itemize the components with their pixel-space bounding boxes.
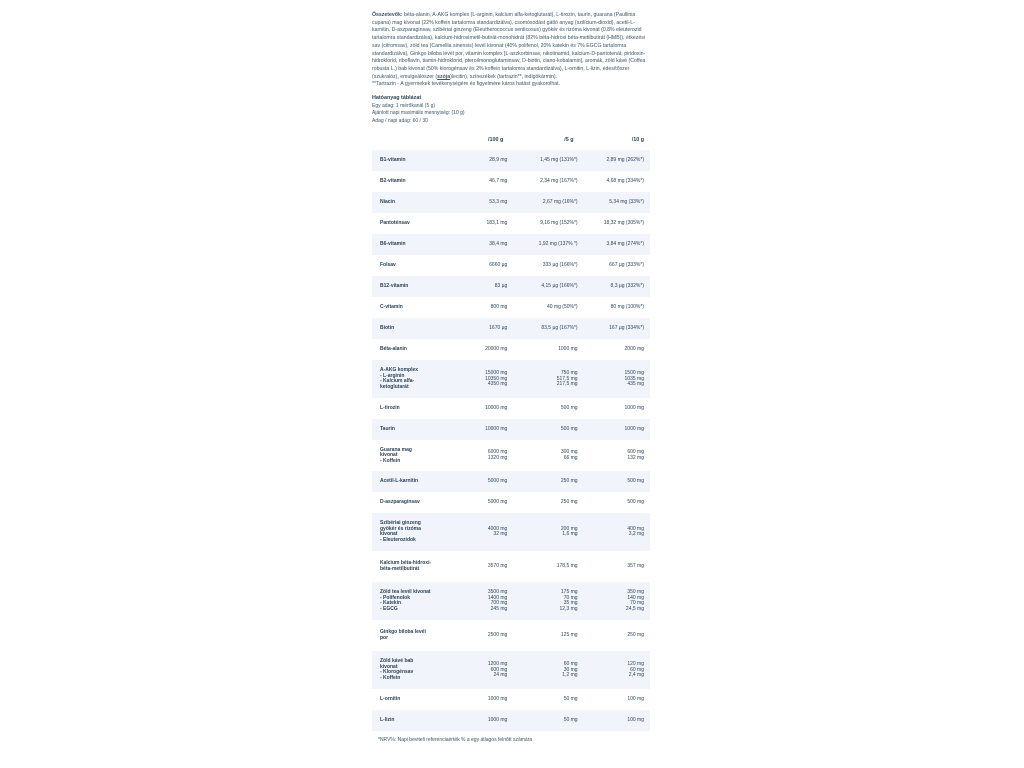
cell-line: 350 mg	[627, 589, 644, 596]
cell-line: 24,5 mg	[625, 606, 644, 612]
cell-line: 667 µg (333%*)	[609, 262, 644, 269]
cell-line: 3,2 mg	[628, 531, 644, 538]
cell-line: Taurin	[380, 426, 395, 433]
cell-line: 46,7 mg	[489, 178, 508, 185]
table-row	[372, 171, 650, 192]
cell-line: 250 mg	[627, 632, 644, 639]
value-cell-v1	[466, 192, 507, 213]
table-row	[372, 620, 650, 651]
cell-line: 4,15 µg (166%*)	[541, 283, 578, 290]
ingredients-segment: béta-alanin, A-AKG komplex (L-arginin, kalcium alfa-ketoglutarát), L-tirozin, taurin, guarana (Paullinia cupana) mag kivonat (22% koffein tartalomra standardizálva), csomósodást gátló anyag (szilícium-dioxid), acetil-L-karnitin, D-aszparaginsav, szibériai ginzeng (Eleutherococcus senticosus) gyökér és rizóma kivonat (0,8% eleuterozid tartalomra standardizálva), kalcium-hidroximetil-butirát-monohidrát (82% béta-hidroxi béta-metilbutirát (HMB)), étkezési sav (citromsav), zöld tea (Camellia sinensis) levél kivonat (40% polifenol, 20% katekin és 7% EGCG tartalomra standardizálva), Ginkgo biloba levél por, vitamin komplex [L-aszkorbinsav, nikotinamid, kalcium-D-pantotenát, piridoxin-hidroklorid, riboflavin, tiamin-hidroklorid, pteroilmonoglutaminsav, D-biotin, ciano-kobalamin], aromák, zöld kávé (Coffea robusta L.) bab kivonat (50% klorogénsav és 2% koffein tartalomra standardizálva), L-ornitin, L-lizin, édesítőszer (szukralóz), emulgeálószer (	[372, 12, 646, 80]
value-cell-v2	[507, 234, 577, 255]
value-cell-v1	[466, 492, 507, 513]
cell-line: L-tirozin	[380, 405, 400, 412]
cell-line: 10000 mg	[485, 426, 508, 433]
nutrient-name-cell	[372, 213, 466, 234]
cell-line: Niacin	[380, 199, 396, 206]
cell-line: B12-vitamin	[380, 283, 409, 290]
cell-line: 6660 µg	[489, 262, 508, 269]
cell-line: 83,5 µg (167%*)	[541, 325, 578, 332]
value-cell-v3	[578, 689, 650, 710]
cell-line: 2,4 mg	[628, 672, 644, 679]
cell-line: 500 mg	[627, 478, 644, 485]
cell-line: 175 mg	[560, 589, 578, 596]
table-row	[372, 398, 650, 419]
cell-line: 20000 mg	[485, 346, 508, 353]
value-cell-v1	[466, 255, 507, 276]
cell-line: 10000 mg	[485, 405, 508, 412]
cell-line: 1320 mg	[487, 454, 508, 461]
cell-line: 60 mg	[563, 661, 578, 668]
nutrient-name-cell	[372, 440, 466, 471]
value-cell-v1	[466, 440, 507, 471]
cell-line: 3570 mg	[487, 563, 508, 570]
value-cell-v3	[578, 318, 650, 339]
table-row	[372, 651, 650, 689]
value-cell-v2	[507, 551, 577, 582]
table-row	[372, 255, 650, 276]
table-row	[372, 213, 650, 234]
cell-line: 183,1 mg	[486, 220, 508, 227]
cell-line: - Katekin	[380, 600, 402, 607]
cell-line: 1000 mg	[487, 717, 508, 724]
value-cell-v1	[466, 710, 507, 731]
value-cell-v2	[507, 339, 577, 360]
value-cell-v2	[507, 171, 577, 192]
cell-line: 1000 mg	[487, 696, 508, 703]
nrv-footnote: *NRV%: Napi beviteli referenciaérték % a egy átlagos felnőtt számára	[378, 737, 533, 744]
table-row	[372, 551, 650, 582]
cell-line: 5000 mg	[487, 499, 508, 506]
cell-line: béta-metilbutirát	[380, 565, 420, 572]
table-row	[372, 318, 650, 339]
cell-line: 1,92 mg (137% *)	[538, 241, 578, 248]
nutrient-name-cell	[372, 582, 466, 620]
value-cell-v2	[507, 651, 577, 689]
value-cell-v2	[507, 689, 577, 710]
value-cell-v2	[507, 318, 577, 339]
cell-line: Pantoténsav	[380, 220, 410, 227]
nutrient-name-cell	[372, 171, 466, 192]
value-cell-v1	[466, 651, 507, 689]
value-cell-v3	[578, 398, 650, 419]
cell-line: 217,5 mg	[556, 381, 578, 388]
cell-line: 9,16 mg (152%*)	[540, 220, 578, 227]
cell-line: 140 mg	[627, 594, 644, 601]
cell-line: 1,6 mg	[562, 531, 578, 538]
cell-line: 100 mg	[627, 696, 644, 703]
value-cell-v1	[466, 419, 507, 440]
cell-line: 18,32 mg (305%*)	[603, 220, 644, 227]
cell-line: L-lizin	[380, 717, 395, 724]
value-cell-v2	[507, 492, 577, 513]
cell-line: 4000 mg	[487, 525, 508, 532]
cell-line: 120 mg	[627, 661, 644, 668]
value-cell-v2	[507, 255, 577, 276]
nutrient-name-cell	[372, 419, 466, 440]
table-row	[372, 360, 650, 398]
cell-line: 2,89 mg (262%*)	[606, 157, 644, 164]
cell-line: 70 mg	[563, 594, 578, 601]
cell-line: 200 mg	[560, 525, 578, 532]
value-cell-v3	[578, 651, 650, 689]
cell-line: 2,34 mg (167%*)	[540, 178, 578, 185]
cell-line: 600 mg	[490, 666, 508, 673]
cell-line: 28,9 mg	[489, 157, 508, 164]
cell-line: 4,68 mg (334%*)	[606, 178, 644, 185]
value-cell-v1	[466, 318, 507, 339]
table-row	[372, 297, 650, 318]
header-name	[372, 129, 466, 150]
value-cell-v2	[507, 513, 577, 551]
cell-line: 1400 mg	[487, 594, 508, 601]
table-row	[372, 582, 650, 620]
cell-line: 32 mg	[493, 531, 508, 538]
value-cell-v2	[507, 419, 577, 440]
table-row	[372, 513, 650, 551]
nutrient-name-cell	[372, 276, 466, 297]
ingredients-lead: Összetevők:	[372, 12, 403, 18]
cell-line: 2,67 mg (16%*)	[542, 199, 578, 206]
nutrient-name-cell	[372, 360, 466, 398]
value-cell-v2	[507, 620, 577, 651]
cell-line: kivonat	[380, 452, 398, 459]
value-cell-v1	[466, 171, 507, 192]
cell-line: B2-vitamin	[380, 178, 406, 185]
cell-line: B1-vitamin	[380, 157, 406, 164]
cell-line: 517,5 mg	[556, 375, 578, 382]
table-row	[372, 710, 650, 731]
table-row	[372, 689, 650, 710]
cell-line: 4350 mg	[487, 381, 508, 388]
value-cell-v1	[466, 620, 507, 651]
nutrient-name-cell	[372, 513, 466, 551]
cell-line: 83 µg	[494, 283, 508, 290]
cell-line: gyökér és rizóma	[380, 525, 421, 532]
nutrient-name-cell	[372, 255, 466, 276]
active-ingredients-title: Hatóanyag táblázat	[372, 95, 422, 102]
value-cell-v3	[578, 440, 650, 471]
cell-line: 50 mg	[563, 696, 578, 703]
value-cell-v2	[507, 297, 577, 318]
cell-line: 12,3 mg	[559, 606, 578, 612]
cell-line: 10350 mg	[485, 375, 508, 382]
cell-line: 24 mg	[493, 672, 508, 679]
table-row	[372, 150, 650, 171]
cell-line: 125 mg	[560, 632, 578, 639]
tartrazine-note: **Tartrazin - A gyermekek tevékenységére és figyelmére káros hatást gyakorolhat.	[372, 81, 560, 88]
value-cell-v1	[466, 150, 507, 171]
cell-line: 60 mg	[630, 666, 644, 673]
value-cell-v3	[578, 255, 650, 276]
cell-line: kivonat	[380, 663, 398, 670]
cell-line: 357 mg	[627, 563, 644, 570]
value-cell-v3	[578, 234, 650, 255]
nutrient-name-cell	[372, 339, 466, 360]
cell-line: Szibériai ginzeng	[380, 520, 421, 527]
cell-line: A-AKG komplex	[380, 367, 419, 374]
cell-line: - Koffein	[380, 457, 401, 464]
cell-line: 1,2 mg	[562, 672, 578, 679]
cell-line: 1670 µg	[489, 325, 508, 332]
table-header-row	[372, 129, 650, 150]
table-body	[372, 150, 650, 731]
value-cell-v3	[578, 551, 650, 582]
cell-line: 500 mg	[560, 426, 578, 433]
value-cell-v1	[466, 398, 507, 419]
cell-line: 167 µg (334%*)	[609, 325, 644, 332]
value-cell-v3	[578, 360, 650, 398]
nutrient-name-cell	[372, 297, 466, 318]
cell-line: 5000 mg	[487, 478, 508, 485]
cell-line: - Kalcium alfa-	[380, 378, 415, 385]
ingredients-text	[372, 12, 645, 80]
cell-line: 1200 mg	[487, 661, 508, 668]
header-per-5g: /5 g	[564, 136, 574, 143]
cell-line: 800 mg	[490, 304, 508, 311]
cell-line: 15000 mg	[485, 370, 508, 377]
value-cell-v3	[578, 471, 650, 492]
cell-line: 132 mg	[627, 454, 644, 461]
value-cell-v3	[578, 276, 650, 297]
cell-line: 3500 mg	[487, 589, 508, 596]
table-row	[372, 440, 650, 471]
cell-line: 80 mg (100%*)	[610, 304, 644, 311]
table-row	[372, 339, 650, 360]
servings-per-pack-line: Adag / napi adag: 60 / 30	[372, 117, 428, 124]
table-row	[372, 419, 650, 440]
value-cell-v2	[507, 192, 577, 213]
value-cell-v3	[578, 582, 650, 620]
value-cell-v2	[507, 360, 577, 398]
cell-line: 2500 mg	[487, 632, 508, 639]
cell-line: 700 mg	[490, 600, 508, 607]
value-cell-v2	[507, 582, 577, 620]
cell-line: 1000 mg	[624, 426, 644, 433]
cell-line: B6-vitamin	[380, 241, 406, 248]
cell-line: - L-arginin	[380, 372, 405, 379]
cell-line: 400 mg	[627, 525, 644, 532]
cell-line: 40 mg (50%*)	[547, 304, 578, 311]
value-cell-v2	[507, 471, 577, 492]
value-cell-v3	[578, 339, 650, 360]
nutrient-name-cell	[372, 318, 466, 339]
cell-line: Zöld tea levél kivonat	[380, 589, 431, 596]
value-cell-v3	[578, 297, 650, 318]
header-per-10g: /10 g	[631, 136, 644, 143]
cell-line: 2000 mg	[624, 346, 644, 353]
nutrient-name-cell	[372, 234, 466, 255]
value-cell-v3	[578, 620, 650, 651]
cell-line: 250 mg	[560, 499, 578, 506]
value-cell-v2	[507, 276, 577, 297]
value-cell-v1	[466, 513, 507, 551]
cell-line: 500 mg	[560, 405, 578, 412]
cell-line: 1035 mg	[624, 375, 644, 382]
value-cell-v1	[466, 234, 507, 255]
table-row	[372, 471, 650, 492]
table-row	[372, 192, 650, 213]
value-cell-v2	[507, 150, 577, 171]
cell-line: 435 mg	[627, 381, 644, 388]
cell-line: - Klorogénsav	[380, 669, 414, 676]
value-cell-v1	[466, 339, 507, 360]
cell-line: 750 mg	[560, 370, 578, 377]
value-cell-v3	[578, 492, 650, 513]
cell-line: 66 mg	[563, 454, 578, 461]
value-cell-v2	[507, 398, 577, 419]
value-cell-v3	[578, 150, 650, 171]
cell-line: 100 mg	[627, 717, 644, 724]
cell-line: Biotin	[380, 325, 395, 332]
value-cell-v2	[507, 440, 577, 471]
cell-line: 53,3 mg	[489, 199, 508, 206]
value-cell-v2	[507, 710, 577, 731]
header-per-100g: /100 g	[488, 136, 504, 143]
value-cell-v1	[466, 276, 507, 297]
ingredients-paragraph	[372, 12, 650, 81]
product-info-page	[372, 12, 650, 743]
cell-line: 6000 mg	[487, 449, 508, 456]
cell-line: Ginkgo biloba levél	[380, 629, 426, 636]
cell-line: Folsav	[380, 262, 396, 269]
cell-line: 50 mg	[563, 717, 578, 724]
cell-line: Acetil-L-karnitin	[380, 478, 419, 485]
nutrient-name-cell	[372, 620, 466, 651]
cell-line: 250 mg	[560, 478, 578, 485]
cell-line: por	[380, 634, 389, 641]
nutrient-name-cell	[372, 471, 466, 492]
nutrient-name-cell	[372, 551, 466, 582]
cell-line: D-aszparaginsav	[380, 499, 420, 506]
value-cell-v1	[466, 551, 507, 582]
cell-line: 500 mg	[627, 499, 644, 506]
nutrition-table	[372, 129, 650, 731]
value-cell-v1	[466, 582, 507, 620]
nutrient-name-cell	[372, 710, 466, 731]
max-daily-line: Ajánlott napi maximális mennyiség: (10 g)	[372, 110, 465, 117]
cell-line: Béta-alanin	[380, 346, 407, 353]
cell-line: 300 mg	[560, 449, 578, 456]
nutrient-name-cell	[372, 651, 466, 689]
cell-line: 178,5 mg	[556, 563, 578, 570]
nutrient-name-cell	[372, 492, 466, 513]
ingredients-segment: )lecitin), színezékek (tartrazin**, indigókármin).	[450, 73, 558, 80]
value-cell-v3	[578, 192, 650, 213]
cell-line: - EGCG	[380, 606, 398, 612]
cell-line: 3,84 mg (274%*)	[606, 241, 644, 248]
cell-line: 38,4 mg	[489, 241, 508, 248]
cell-line: - Polifenolok	[380, 594, 410, 601]
cell-line: 8,3 µg (332%*)	[610, 283, 644, 290]
cell-line: - Koffein	[380, 675, 401, 681]
value-cell-v2	[507, 213, 577, 234]
value-cell-v1	[466, 297, 507, 318]
cell-line: Guarana mag	[380, 446, 412, 453]
cell-line: 70 mg	[630, 600, 644, 607]
cell-line: ketoglutarát	[380, 384, 409, 390]
cell-line: Kalcium béta-hidroxi-	[380, 560, 432, 567]
nutrient-name-cell	[372, 689, 466, 710]
cell-line: 1,45 mg (131%*)	[540, 157, 578, 164]
cell-line: 1500 mg	[624, 370, 644, 377]
value-cell-v3	[578, 710, 650, 731]
value-cell-v3	[578, 213, 650, 234]
value-cell-v1	[466, 360, 507, 398]
cell-line: 245 mg	[490, 606, 508, 612]
value-cell-v3	[578, 419, 650, 440]
table-row	[372, 276, 650, 297]
value-cell-v1	[466, 471, 507, 492]
value-cell-v3	[578, 513, 650, 551]
cell-line: 333 µg (166%*)	[542, 262, 578, 269]
cell-line: kivonat	[380, 531, 398, 538]
value-cell-v1	[466, 213, 507, 234]
table-row	[372, 492, 650, 513]
cell-line: 600 mg	[627, 449, 644, 456]
allergen-text: szója	[437, 73, 451, 80]
cell-line: 1000 mg	[558, 346, 578, 353]
serving-size-line: Egy adag: 1 mérőkanál (5 g)	[372, 102, 436, 109]
table-row	[372, 234, 650, 255]
cell-line: Zöld kávé bab	[380, 658, 414, 665]
value-cell-v1	[466, 689, 507, 710]
cell-line: 5,34 mg (33%*)	[609, 199, 644, 206]
cell-line: 35 mg	[563, 600, 578, 607]
cell-line: - Eleuterozidok	[380, 537, 416, 543]
nutrient-name-cell	[372, 398, 466, 419]
nutrient-name-cell	[372, 192, 466, 213]
cell-line: 30 mg	[563, 666, 578, 673]
value-cell-v3	[578, 171, 650, 192]
cell-line: L-ornitin	[380, 696, 401, 703]
cell-line: C-vitamin	[380, 304, 403, 311]
cell-line: 1000 mg	[624, 405, 644, 412]
nutrient-name-cell	[372, 150, 466, 171]
